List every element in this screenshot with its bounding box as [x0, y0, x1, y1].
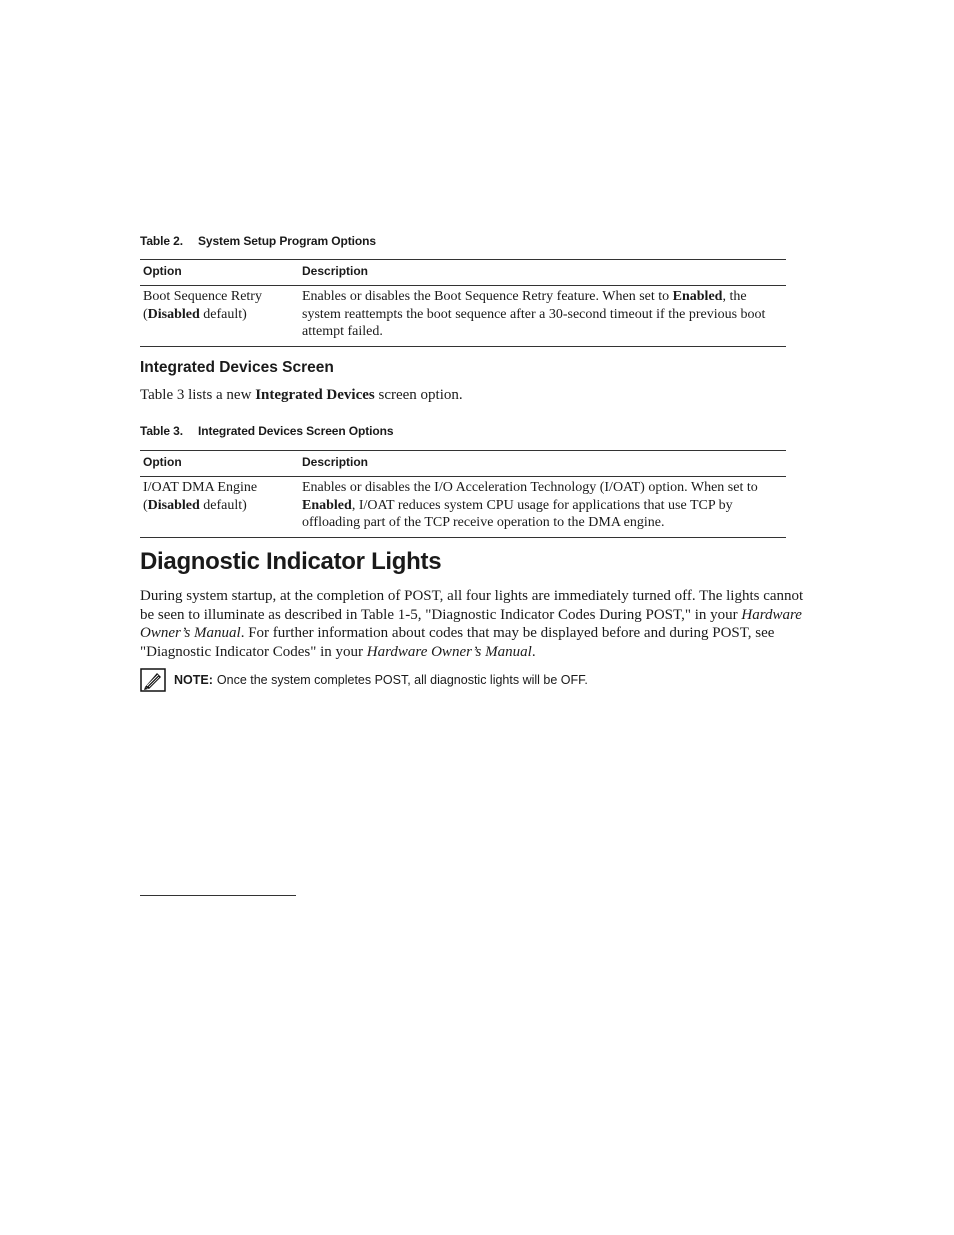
table3-option-cell: I/OAT DMA Engine (Disabled default)	[140, 477, 299, 538]
table3-caption-number: Table 3.	[140, 424, 183, 438]
default-value: Disabled	[147, 306, 200, 322]
default-suffix: default)	[199, 497, 247, 513]
diagnostic-heading: Diagnostic Indicator Lights	[140, 548, 442, 575]
option-name: Boot Sequence Retry	[143, 289, 262, 304]
default-value: Disabled	[147, 497, 200, 513]
note-text	[174, 673, 588, 687]
manual-title: Hardware Owner’s Manual	[140, 606, 802, 642]
intro-bold: Integrated Devices	[255, 387, 375, 403]
note-message: Once the system completes POST, all diagnostic lights will be OFF.	[216, 673, 588, 687]
diagnostic-body	[140, 587, 812, 662]
table3-header-description: Description	[299, 451, 786, 477]
desc-bold: Enabled	[302, 497, 352, 513]
table3-description-cell	[299, 477, 786, 538]
integrated-devices-heading: Integrated Devices Screen	[140, 359, 334, 376]
table2-caption-title: System Setup Program Options	[198, 234, 376, 248]
desc-text: Enables or disables the I/O Acceleration Technology (I/OAT) option. When set to	[302, 480, 758, 495]
note-label: NOTE:	[174, 673, 213, 687]
table-row	[140, 286, 786, 347]
table2-caption	[140, 234, 376, 248]
desc-text: , I/OAT reduces system CPU usage for applications that use TCP by offloading part of the TCP receive operation to the DMA engine.	[302, 497, 733, 530]
table3	[140, 450, 786, 538]
manual-title: Hardware Owner’s Manual	[366, 644, 532, 661]
table2-header-description: Description	[299, 260, 786, 286]
table2-description-cell	[299, 286, 786, 347]
table3-header-option: Option	[140, 451, 299, 477]
intro-text: screen option.	[374, 387, 463, 403]
option-name: I/OAT DMA Engine	[143, 480, 258, 495]
footer-rule	[140, 895, 296, 896]
desc-bold: Enabled	[672, 289, 723, 304]
note-pencil-icon	[140, 668, 166, 692]
table2-caption-number: Table 2.	[140, 234, 183, 248]
table-row	[140, 477, 786, 538]
table3-caption-title: Integrated Devices Screen Options	[198, 424, 394, 438]
table2-option-cell: Boot Sequence Retry (Disabled default)	[140, 286, 299, 347]
table3-header-row	[140, 451, 786, 477]
note	[140, 668, 588, 692]
table2-header-row	[140, 260, 786, 286]
integrated-devices-intro	[140, 386, 463, 405]
table2-header-option: Option	[140, 260, 299, 286]
table2	[140, 259, 786, 347]
body-text: .	[531, 644, 536, 661]
desc-text: , the system reattempts the boot sequence after a 30-second timeout if the previous boot attempt failed.	[302, 289, 766, 339]
table3-caption	[140, 424, 393, 438]
intro-text: Table 3 lists a new	[140, 387, 256, 403]
desc-text: Enables or disables the Boot Sequence Retry feature. When set to	[302, 289, 673, 304]
default-suffix: default)	[199, 306, 247, 322]
body-text: . For further information about codes that may be displayed before and during POST, see "Diagnostic Indicator Codes" in your	[140, 625, 775, 661]
body-text: During system startup, at the completion of POST, all four lights are immediately turned off. The lights cannot be seen to illuminate as described in Table 1-5, "Diagnostic Indicator Codes During POST," in your	[140, 588, 804, 623]
